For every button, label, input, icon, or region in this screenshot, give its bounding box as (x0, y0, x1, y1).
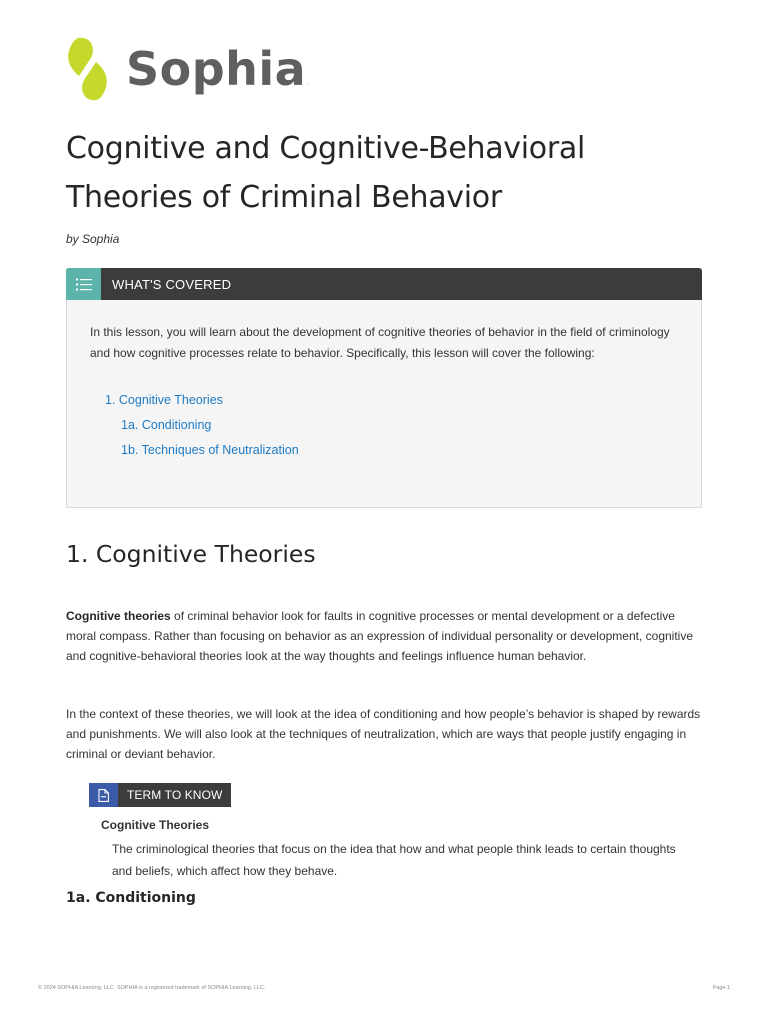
term-to-know-button[interactable] (89, 783, 231, 807)
byline: by Sophia (66, 232, 120, 246)
paragraph-cognitive-theories-intro (66, 606, 706, 666)
term-definition: The criminological theories that focus on the idea that how and what people think leads to certain thoughts and beliefs, which affect how they behave. (112, 842, 676, 878)
section-heading-cognitive-theories: 1. Cognitive Theories (66, 540, 316, 568)
whats-covered-body (66, 300, 702, 508)
footer-copyright: © 2024 SOPHIA Learning, LLC. SOPHIA is a registered trademark of SOPHIA Learning, LLC. (38, 985, 266, 991)
paragraph-context: In the context of these theories, we will look at the idea of conditioning and how people’s behavior is shaped by rewards and punishments. We will also look at the techniques of neutralization, which are ways that people justify engaging in criminal or deviant behavior. (66, 707, 701, 761)
page-title (66, 124, 706, 222)
toc-link-cognitive-theories[interactable]: 1. Cognitive Theories (105, 393, 223, 407)
section-heading-conditioning: 1a. Conditioning (66, 890, 196, 906)
toc-link-techniques-of-neutralization[interactable]: 1b. Techniques of Neutralization (121, 443, 299, 457)
logo-registered-mark: . (307, 80, 309, 86)
document-icon (89, 783, 118, 807)
term-to-know-label: TERM TO KNOW (127, 788, 223, 802)
paragraph-text: of criminal behavior look for faults in cognitive processes or mental development or a defective moral compass. Rather than focusing on behavior as an expression of individual personality or development, cognitive and cognitive-behavioral theories look at the way thoughts and feelings influence human behavior. (66, 609, 694, 663)
list-icon (66, 268, 101, 300)
term-name: Cognitive Theories (101, 818, 210, 832)
toc-link-conditioning[interactable]: 1a. Conditioning (121, 418, 212, 432)
page-number: Page 1 (712, 985, 730, 991)
title-line-2: Theories of Criminal Behavior (66, 180, 502, 215)
sophia-logo-mark-icon (66, 36, 110, 102)
sophia-logo (66, 36, 309, 102)
whats-covered-header (66, 268, 702, 300)
term-highlight: Cognitive theories (66, 609, 171, 623)
whats-covered-title: WHAT'S COVERED (112, 276, 232, 292)
sophia-logo-text: Sophia (126, 42, 307, 96)
whats-covered-panel (66, 268, 702, 508)
title-line-1: Cognitive and Cognitive-Behavioral (66, 131, 586, 166)
table-of-contents (90, 388, 678, 463)
whats-covered-intro: In this lesson, you will learn about the development of cognitive theories of behavior in the field of criminology and how cognitive processes relate to behavior. Specifically, this lesson will cover the following: (90, 325, 670, 360)
